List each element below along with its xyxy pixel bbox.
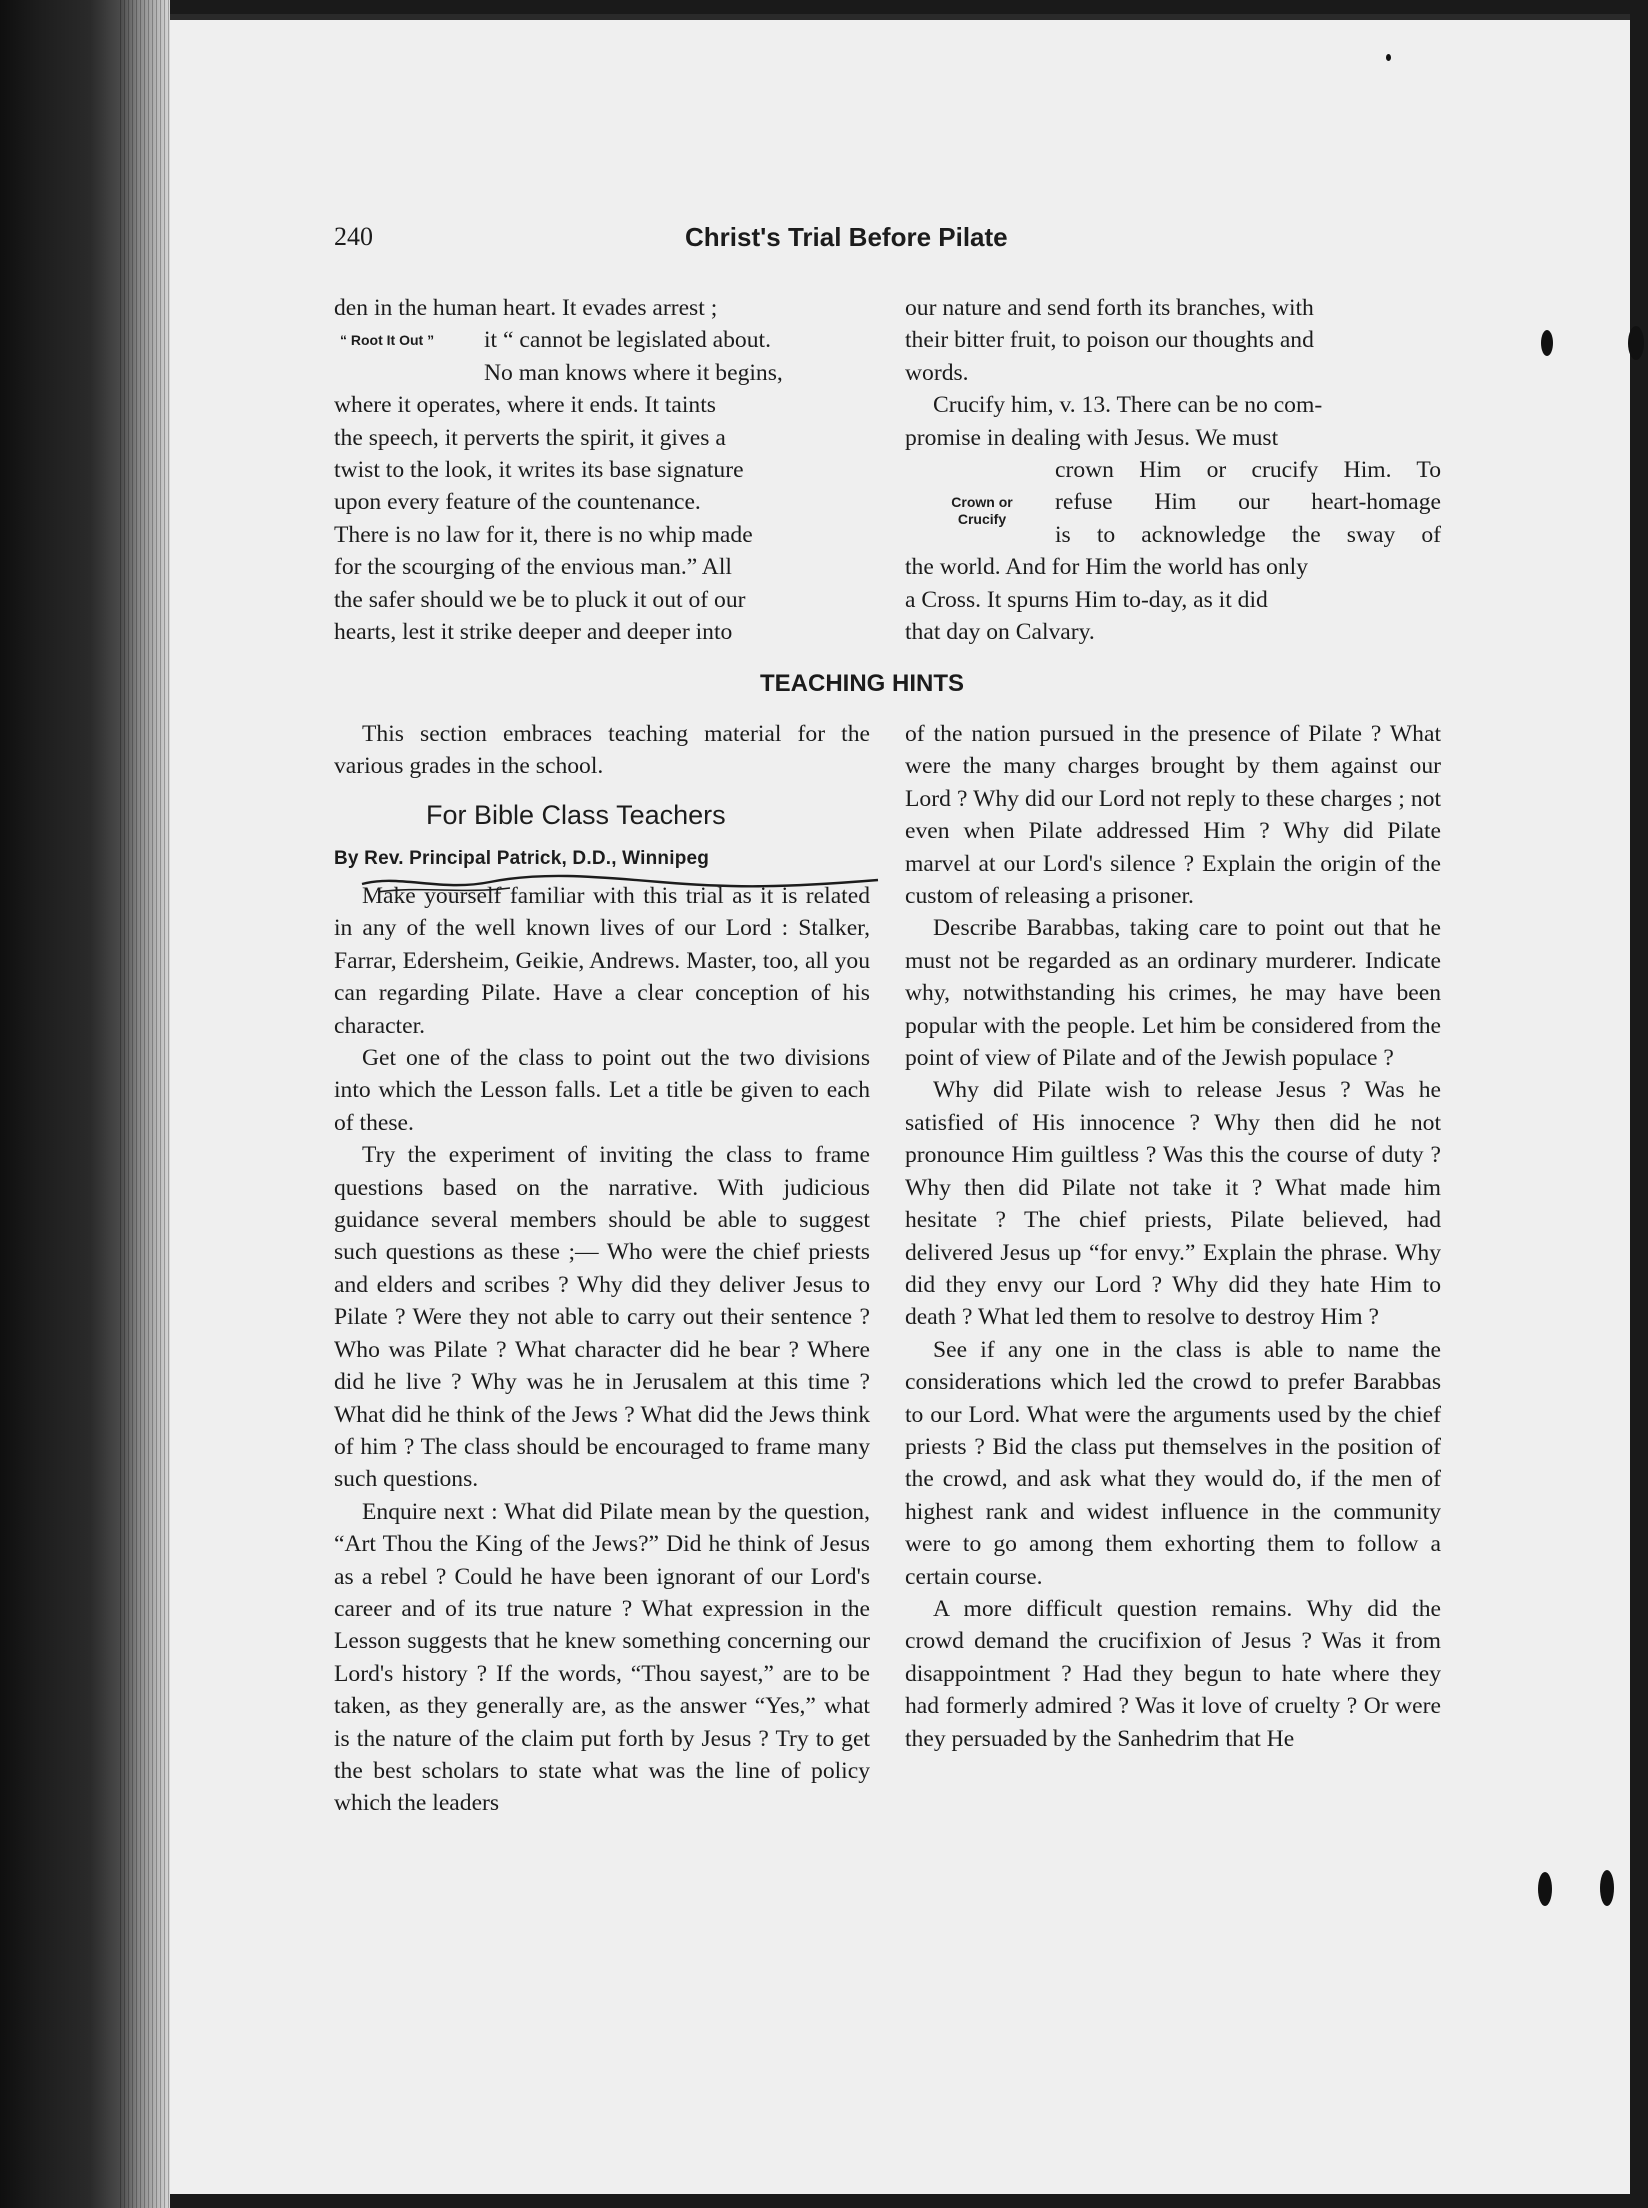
binding-hole-upper-left xyxy=(1541,330,1553,356)
section-title-teaching-hints: TEACHING HINTS xyxy=(760,670,964,697)
page-number: 240 xyxy=(334,222,373,251)
main-right-column xyxy=(905,718,1441,1755)
intro-paragraph: This section embraces teaching material for the various grades in the school. xyxy=(334,721,870,780)
text-line: for the scourging of the envious man.” All xyxy=(334,554,732,581)
margin-note-line: Crown or xyxy=(951,494,1013,511)
text-line: that day on Calvary. xyxy=(905,619,1095,646)
page-stack-edges xyxy=(120,0,170,2208)
text-line: our nature and send forth its branches, with xyxy=(905,295,1314,321)
author-byline: By Rev. Principal Patrick, D.D., Winnipeg xyxy=(334,848,710,869)
text-line: hearts, lest it strike deeper and deeper into xyxy=(334,619,733,646)
paragraph: Try the experiment of inviting the class to frame questions based on the narrative. With judicious guidance several members should be able to suggest such questions as these ;— Who were the chief priests and elders and scribes ? Why did they deliver Jesus to Pilate ? Were they not able to carry out their sentence ? Who was Pilate ? What character did he bear ? Where did he live ? Why was he in Jerusalem at this time ? What did he think of the Jews ? What did the Jews think of him ? The class should be encouraged to frame many such questions. xyxy=(334,1142,870,1493)
text-line: refuse Him our heart-homage xyxy=(1055,489,1441,516)
main-left-column xyxy=(334,880,870,1820)
margin-note-line: Crucify xyxy=(957,511,1007,528)
text-line: where it operates, where it ends. It taints xyxy=(334,392,716,419)
binding-hole-lower-right xyxy=(1600,1870,1614,1906)
text-line: No man knows where it begins, xyxy=(484,359,783,386)
paragraph: of the nation pursued in the presence of Pilate ? What were the many charges brought by them against our Lord ? Why did our Lord not reply to these charges ; not even when Pilate addressed Him ? Why did Pilate marvel at our Lord's silence ? Explain the origin of the custom of releasing a prisoner. xyxy=(905,721,1441,910)
text-line: a Cross. It spurns Him to-day, as it did xyxy=(905,586,1268,613)
text-line: is to acknowledge the sway of xyxy=(1055,521,1441,548)
paragraph: See if any one in the class is able to name the considerations which led the crowd to prefer Barabbas to our Lord. What were the arguments used by the chief priests ? Bid the class put themselves in the position of the crowd, and ask what they would do, if the men of highest rank and widest influence in the community were to go among them exhorting them to follow a certain course. xyxy=(905,1336,1441,1590)
subsection-title-bible-class: For Bible Class Teachers xyxy=(426,800,726,830)
text-line: twist to the look, it writes its base signature xyxy=(334,457,744,484)
paragraph: Enquire next : What did Pilate mean by the question, “Art Thou the King of the Jews?” Did he think of Jesus as a rebel ? Could he have been ignorant of our Lord's career and of its true nature ? What expression in the Lesson suggests that he knew something concerning our Lord's history ? If the words, “Thou sayest,” are to be taken, as they generally are, as the answer “Yes,” what is the nature of the claim put forth by Jesus ? Try to get the best scholars to state what was the line of policy which the leaders xyxy=(334,1498,870,1817)
text-line: words. xyxy=(905,359,969,386)
text-line: it “ cannot be legislated about. xyxy=(484,327,771,354)
binding-hole-upper-right xyxy=(1628,326,1644,360)
page-title: Christ's Trial Before Pilate xyxy=(685,222,1008,252)
top-right-column xyxy=(905,292,1441,648)
paragraph: Get one of the class to point out the two divisions into which the Lesson falls. Let a title be given to each of these. xyxy=(334,1045,870,1136)
speck-top-right xyxy=(1386,54,1391,61)
text-line: the world. And for Him the world has only xyxy=(905,554,1309,581)
binding-hole-lower-left xyxy=(1538,1872,1552,1906)
text-line: promise in dealing with Jesus. We must xyxy=(905,424,1279,451)
text-line: the safer should we be to pluck it out of our xyxy=(334,586,746,613)
book-gutter xyxy=(0,0,170,2208)
text-line: den in the human heart. It evades arrest ; xyxy=(334,295,718,321)
text-line: Crucify him, v. 13. There can be no com- xyxy=(933,392,1323,419)
paragraph: Describe Barabbas, taking care to point out that he must not be regarded as an ordinary murderer. Indicate why, notwithstanding his crimes, he may have been popular with the people. Let him be considered from the point of view of Pilate and of the Jewish populace ? xyxy=(905,915,1441,1072)
text-line: their bitter fruit, to poison our thoughts and xyxy=(905,327,1314,354)
teaching-hints-intro xyxy=(334,718,870,783)
margin-note-crown-or-crucify xyxy=(927,494,1037,528)
text-line xyxy=(905,454,1441,551)
text-line: crown Him or crucify Him. To xyxy=(1055,457,1441,484)
top-left-column xyxy=(334,292,870,648)
text-line: upon every feature of the countenance. xyxy=(334,489,701,516)
paragraph: Make yourself familiar with this trial as it is related in any of the well known lives of our Lord : Stalker, Farrar, Edersheim, Geikie, Andrews. Master, too, all you can regarding Pilate. Have a clear conception of his character. xyxy=(334,883,870,1039)
text-line: the speech, it perverts the spirit, it gives a xyxy=(334,424,726,451)
page-top-shadow xyxy=(170,14,1638,20)
text-line: There is no law for it, there is no whip made xyxy=(334,521,753,548)
margin-note-root-it-out: “ Root It Out ” xyxy=(340,332,435,349)
paragraph: Why did Pilate wish to release Jesus ? Was he satisfied of His innocence ? Why then did he not pronounce Him guiltless ? Was this the course of duty ? Why then did Pilate not take it ? What made him hesitate ? The chief priests, Pilate believed, had delivered Jesus up “for envy.” Explain the phrase. Why did they envy our Lord ? Why did they hate Him to death ? What led them to resolve to destroy Him ? xyxy=(905,1077,1441,1331)
paragraph: A more difficult question remains. Why did the crowd demand the crucifixion of Jesus ? Was it from disappointment ? Had they begun to hate where they had formerly admired ? Was it love of cruelty ? Or were they persuaded by the Sanhedrim that He xyxy=(905,1595,1441,1752)
text-line xyxy=(334,324,870,356)
